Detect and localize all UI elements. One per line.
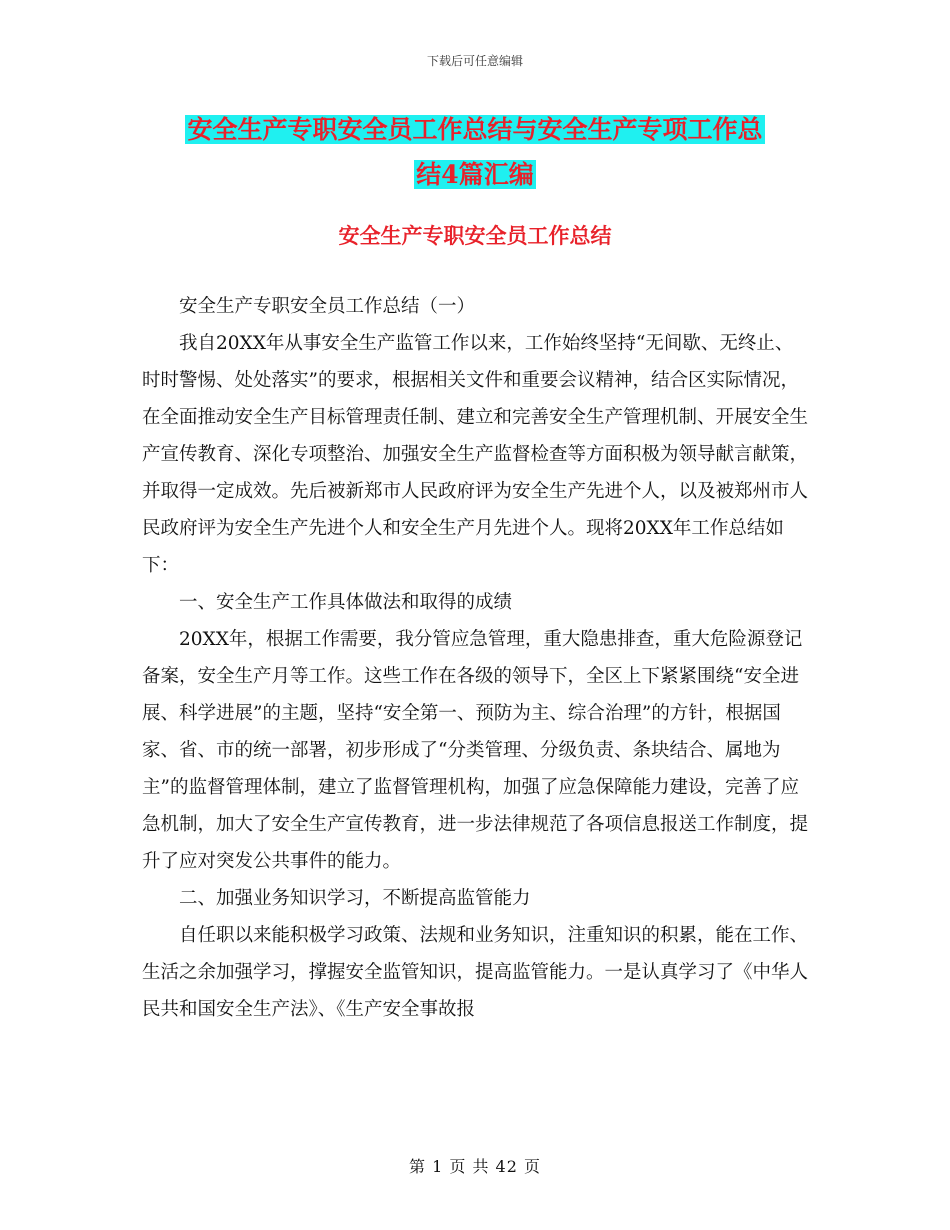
document-body — [142, 288, 810, 1028]
paragraph: 二、加强业务知识学习，不断提高监管能力 — [179, 888, 531, 909]
paragraph: 安全生产专职安全员工作总结（一） — [179, 296, 476, 317]
page-number: 第 1 页 共 42 页 — [409, 1157, 541, 1176]
header-note: 下载后可任意编辑 — [426, 54, 523, 68]
paragraph: 20XX年，根据工作需要，我分管应急管理，重大隐患排查，重大危险源登记备案，安全生产月等工作。这些工作在各级的领导下，全区上下紧紧围绕“安全进展、科学进展”的主题，坚持“安全第一、预防为主、综合治理”的方针，根据国家、省、市的统一部署，初步形成了“分类管理、分级负责、条块结合、属地为主”的监督管理体制，建立了监督管理机构，加强了应急保障能力建设，完善了应急机制，加大了安全生产宣传教育，进一步法律规范了各项信息报送工作制度，提升了应对突发公共事件的能力。 — [142, 629, 809, 872]
title-highlight: 结4篇汇编 — [416, 160, 534, 189]
section-title: 安全生产专职安全员工作总结 — [338, 223, 612, 248]
title-highlight: 安全生产专职安全员工作总结与安全生产专项工作总 — [187, 115, 763, 144]
document-title-line-2 — [0, 155, 950, 195]
paragraph: 我自20XX年从事安全生产监管工作以来，工作始终坚持“无间歇、无终止、时时警惕、处处落实”的要求，根据相关文件和重要会议精神，结合区实际情况，在全面推动安全生产目标管理责任制、建立和完善安全生产管理机制、开展安全生产宣传教育、深化专项整治、加强安全生产监督检查等方面积极为领导献言献策，并取得一定成效。先后被新郑市人民政府评为安全生产先进个人，以及被郑州市人民政府评为安全生产先进个人和安全生产月先进个人。现将20XX年工作总结如下： — [142, 333, 809, 576]
paragraph: 一、安全生产工作具体做法和取得的成绩 — [179, 592, 513, 613]
paragraph: 自任职以来能积极学习政策、法规和业务知识，注重知识的积累，能在工作、生活之余加强学习，撑握安全监管知识，提高监管能力。一是认真学习了《中华人民共和国安全生产法》、《生产安全事故报 — [142, 925, 809, 1020]
document-title-line-1 — [0, 110, 950, 150]
